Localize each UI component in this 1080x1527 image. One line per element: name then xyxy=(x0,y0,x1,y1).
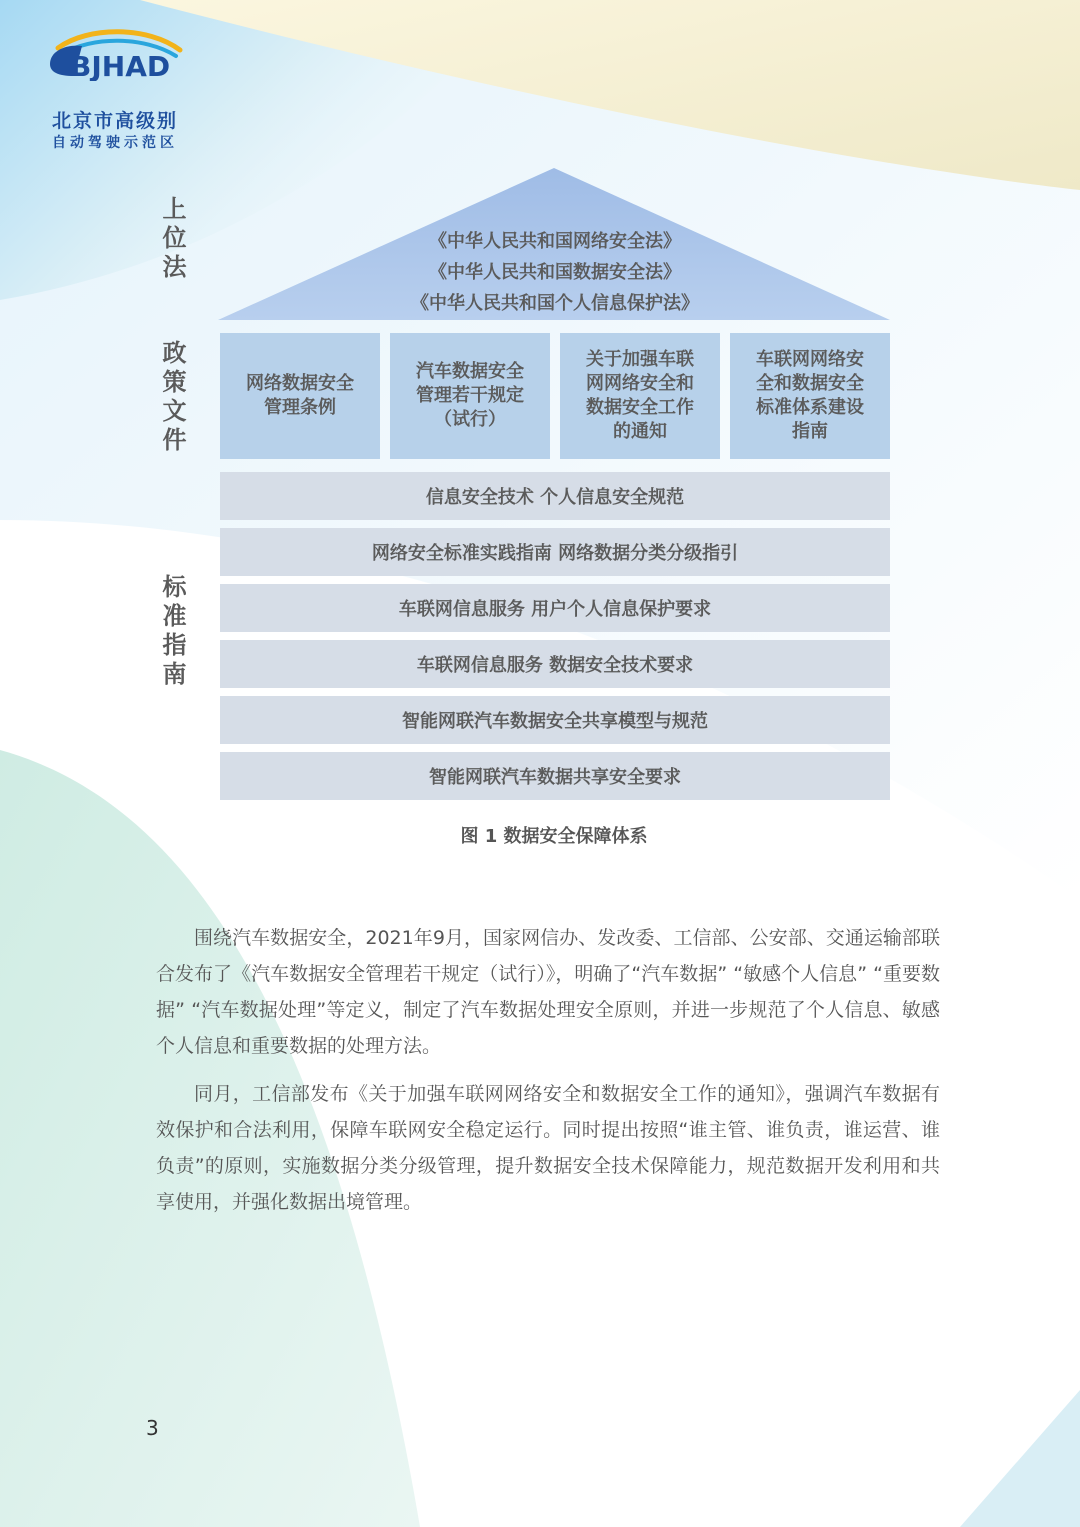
side-label-laws: 上位法 xyxy=(158,196,186,283)
logo-mark-text: BJHAD xyxy=(70,50,171,81)
standards-list xyxy=(220,472,890,808)
law-item: 《中华人民共和国个人信息保护法》 xyxy=(411,293,699,314)
policy-line: 管理若干规定 xyxy=(416,385,524,406)
standard-item: 车联网信息服务 用户个人信息保护要求 xyxy=(220,584,890,632)
policy-line: 的通知 xyxy=(613,421,667,442)
policy-line: 标准体系建设 xyxy=(756,397,864,418)
policy-line: 关于加强车联 xyxy=(586,349,694,370)
logo-subtitle: 自动驾驶示范区 xyxy=(52,135,178,151)
page-number: 3 xyxy=(146,1416,159,1440)
policy-pillars xyxy=(220,333,890,459)
figure-caption: 图 1 数据安全保障体系 xyxy=(460,826,648,847)
law-item: 《中华人民共和国数据安全法》 xyxy=(429,262,681,283)
policy-line: 全和数据安全 xyxy=(756,373,864,394)
standard-item: 网络安全标准实践指南 网络数据分类分级指引 xyxy=(220,528,890,576)
policy-item xyxy=(390,333,550,459)
body-paragraph: 围绕汽车数据安全，2021年9月，国家网信办、发改委、工信部、公安部、交通运输部联合发布了《汽车数据安全管理若干规定（试行）》，明确了“汽车数据” “敏感个人信息” “重要数据” “汽车数据处理”等定义，制定了汽车数据处理安全原则，并进一步规范了个人信息、敏感个人信息和重要数据的处理方法。 xyxy=(156,927,940,1057)
standard-item: 智能网联汽车数据安全共享模型与规范 xyxy=(220,696,890,744)
policy-line: 网网络安全和 xyxy=(586,373,694,394)
side-label-policies: 政策文件 xyxy=(158,340,186,456)
policy-line: 网络数据安全 xyxy=(246,373,354,394)
standard-item: 车联网信息服务 数据安全技术要求 xyxy=(220,640,890,688)
standard-item: 信息安全技术 个人信息安全规范 xyxy=(220,472,890,520)
bjhad-logo xyxy=(48,26,198,151)
policy-item xyxy=(560,333,720,459)
logo-title: 北京市高级别 xyxy=(52,110,179,132)
body-paragraph: 同月，工信部发布《关于加强车联网网络安全和数据安全工作的通知》，强调汽车数据有效保护和合法利用，保障车联网安全稳定运行。同时提出按照“谁主管、谁负责，谁运营、谁负责”的原则，实施数据分类分级管理，提升数据安全技术保障能力，规范数据开发利用和共享使用，并强化数据出境管理。 xyxy=(156,1083,940,1213)
policy-item xyxy=(220,333,380,459)
laws-list xyxy=(300,226,810,319)
policy-item xyxy=(730,333,890,459)
policy-line: 车联网网络安 xyxy=(756,349,864,370)
policy-line: 管理条例 xyxy=(264,397,336,418)
logo-mark-icon xyxy=(48,26,188,81)
policy-line: （试行） xyxy=(434,409,506,430)
policy-line: 汽车数据安全 xyxy=(416,361,524,382)
standard-item: 智能网联汽车数据共享安全要求 xyxy=(220,752,890,800)
side-label-standards: 标准指南 xyxy=(158,574,186,690)
law-item: 《中华人民共和国网络安全法》 xyxy=(429,231,681,252)
policy-line: 指南 xyxy=(792,421,828,442)
policy-line: 数据安全工作 xyxy=(586,397,694,418)
